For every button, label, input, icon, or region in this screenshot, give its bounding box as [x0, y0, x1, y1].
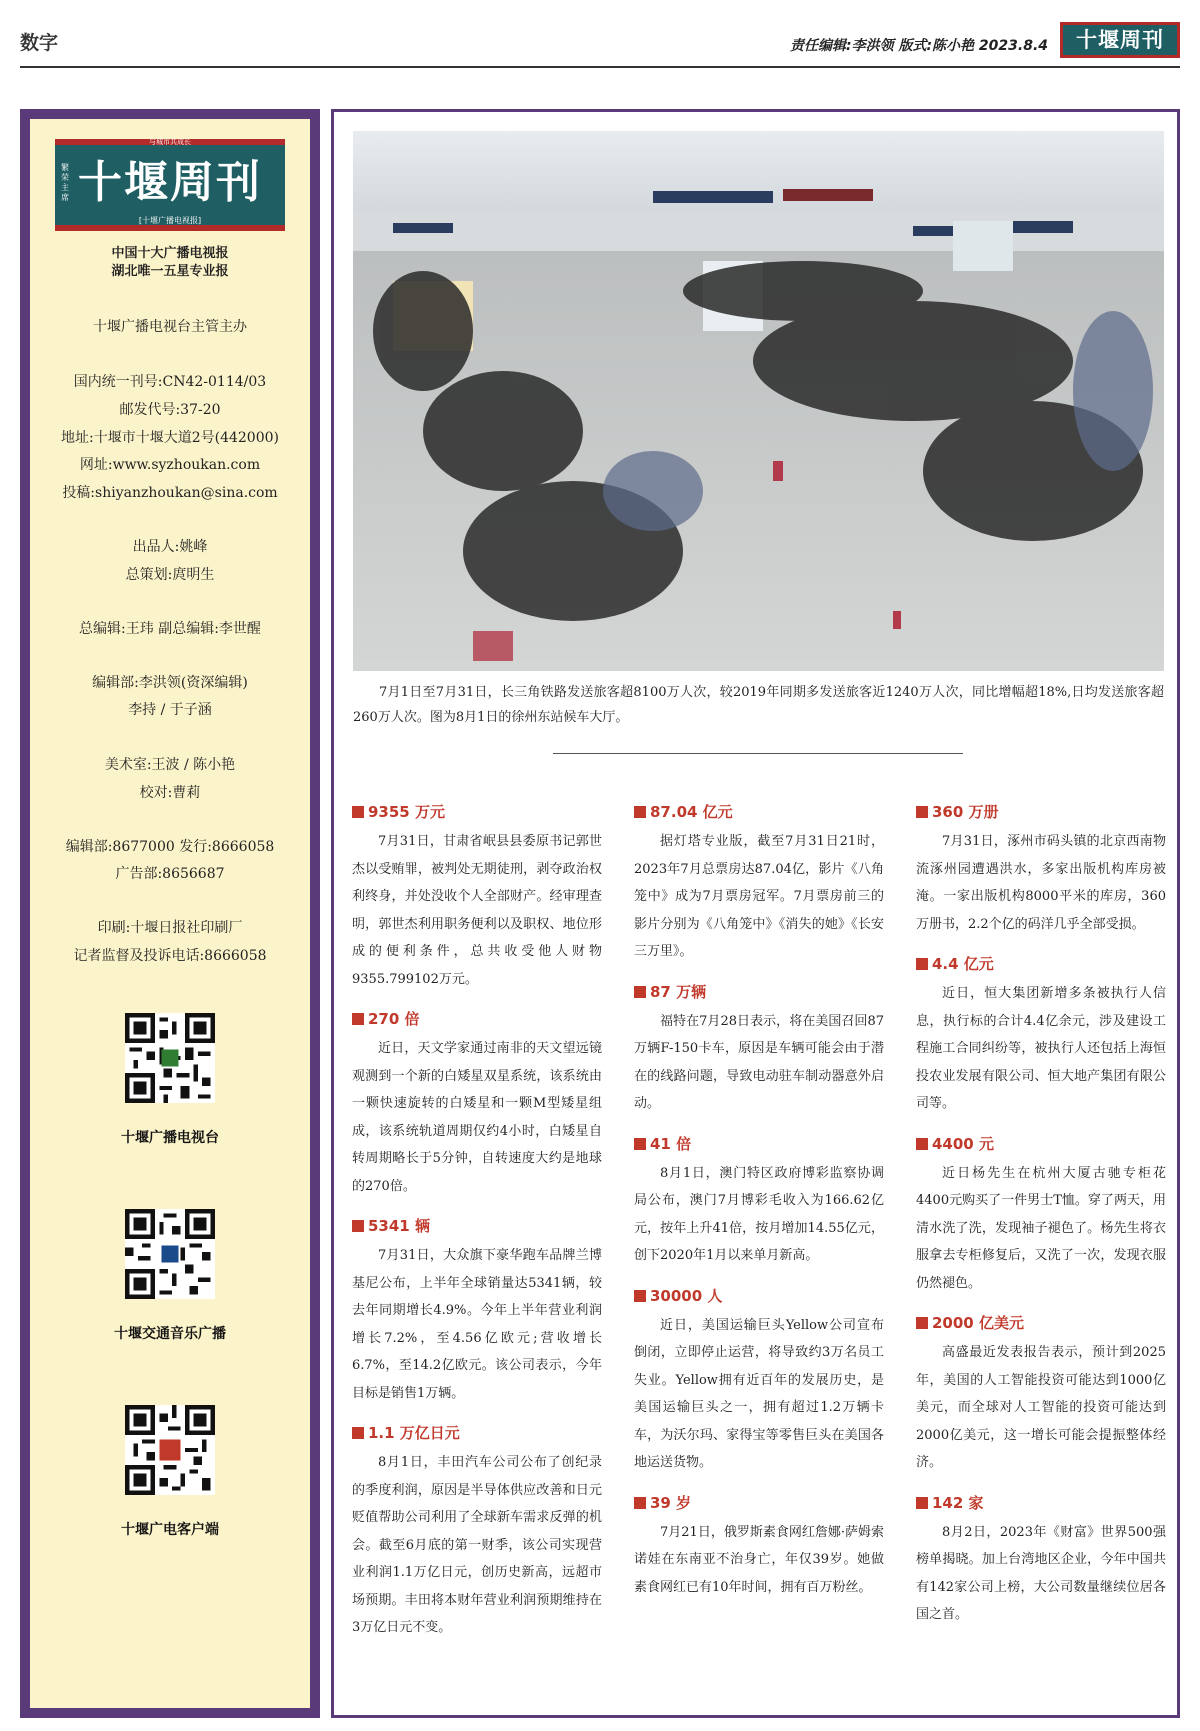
item-heading-text: 142 家 — [932, 1493, 984, 1512]
sidebar-line: 编辑部:8677000 发行:8666058 — [65, 839, 275, 855]
news-item — [352, 1421, 602, 1642]
bullet-square-icon — [352, 1220, 364, 1232]
bullet-square-icon — [916, 1497, 928, 1509]
bullet-square-icon — [634, 1290, 646, 1302]
bullet-square-icon — [916, 1317, 928, 1329]
item-body: 7月31日，涿州市码头镇的北京西南物流涿州园遭遇洪水，多家出版机构库房被淹。一家出版机构8000平米的库房，360万册书，2.2个亿的码洋几乎全部受损。 — [916, 834, 1166, 932]
item-heading-text: 9355 万元 — [368, 803, 445, 821]
masthead-side-text: 繁荣主席 — [61, 163, 69, 202]
item-heading-text: 4.4 亿元 — [932, 955, 994, 973]
item-heading-text: 360 万册 — [932, 803, 999, 821]
news-item — [634, 980, 884, 1118]
sidebar-line: 印刷:十堰日报社印刷厂 — [97, 920, 243, 936]
sidebar-line: 地址:十堰市十堰大道2号(442000) — [61, 430, 279, 446]
item-heading — [916, 1491, 1166, 1515]
station-hall-photo — [353, 131, 1164, 671]
item-heading-text: 30000 人 — [650, 1286, 723, 1305]
item-heading — [352, 1214, 602, 1238]
sidebar-line: 网址:www.syzhoukan.com — [79, 457, 261, 473]
header-rule — [20, 66, 1180, 68]
item-heading-text: 1.1 万亿日元 — [368, 1424, 460, 1442]
bullet-square-icon — [634, 1497, 646, 1509]
item-body: 8月1日，澳门特区政府博彩监察协调局公布，澳门7月博彩毛收入为166.62亿元，按年上升41倍，按月增加14.55亿元，创下2020年1月以来单月新高。 — [634, 1165, 884, 1263]
news-item — [352, 1214, 602, 1407]
header-logo: 十堰周刊 — [1060, 22, 1180, 58]
news-item — [352, 1007, 602, 1200]
bullet-square-icon — [916, 806, 928, 818]
item-body: 8月2日，2023年《财富》世界500强榜单揭晓。加上台湾地区企业，今年中国共有142家公司上榜，大公司数量继续位居各国之首。 — [916, 1524, 1166, 1622]
item-heading-text: 41 倍 — [650, 1134, 692, 1153]
item-heading-text: 4400 元 — [932, 1134, 994, 1153]
sidebar-line: 美术室:王波 / 陈小艳 — [104, 757, 236, 773]
item-heading-text: 2000 亿美元 — [932, 1314, 1024, 1332]
item-heading — [916, 952, 1166, 976]
masthead-subtitle: [十堰广播电视报] — [138, 216, 202, 225]
qr-code-icon[interactable] — [125, 1405, 215, 1495]
item-heading — [634, 1284, 884, 1308]
masthead-title: 十堰周刊 — [78, 157, 262, 208]
news-item — [352, 800, 602, 993]
page-header — [20, 22, 1180, 66]
item-heading-text: 270 倍 — [368, 1010, 420, 1028]
news-item — [916, 952, 1166, 1118]
item-body: 高盛最近发表报告表示，预计到2025年，美国的人工智能投资可能达到1000亿美元，而全球对人工智能的投资可能达到2000亿美元，这一增长可能会提振整体经济。 — [916, 1345, 1166, 1470]
photo-caption: 7月1日至7月31日，长三角铁路发送旅客超8100万人次，较2019年同期多发送旅客近1240万人次，同比增幅超18%,日均发送旅客超260万人次。图为8月1日的徐州东站候车大厅。 — [353, 685, 1164, 725]
column-2 — [634, 800, 884, 1615]
news-item — [916, 800, 1166, 938]
news-item — [634, 1132, 884, 1270]
item-heading — [916, 1132, 1166, 1156]
item-body: 近日，美国运输巨头Yellow公司宣布倒闭，立即停止运营，将导致约3万名员工失业。Yellow拥有近百年的发展历史，是美国运输巨头之一，拥有超过1.2万辆卡车，为沃尔玛、家得宝等零售巨头在美国各地运送货物。 — [634, 1317, 884, 1470]
item-body: 近日，天文学家通过南非的天文望远镜观测到一个新的白矮星双星系统，该系统由一颗快速旋转的白矮星和一颗M型矮星组成，该系统轨道周期仅约4小时，白矮星自转周期略长于5分钟，自转速度大约是地球的270倍。 — [352, 1041, 602, 1194]
bullet-square-icon — [634, 1138, 646, 1150]
item-heading — [352, 1007, 602, 1031]
section-name: 数字 — [20, 32, 59, 54]
sidebar-line: 国内统一刊号:CN42-0114/03 — [73, 374, 267, 390]
item-body: 7月21日，俄罗斯素食网红詹娜·萨姆索诺娃在东南亚不治身亡，年仅39岁。她做素食网红已有10年时间，拥有百万粉丝。 — [634, 1524, 884, 1595]
bullet-square-icon — [916, 958, 928, 970]
item-heading — [916, 800, 1166, 824]
item-heading-text: 87.04 亿元 — [650, 803, 733, 821]
bullet-square-icon — [634, 806, 646, 818]
sidebar-line: 投稿:shiyanzhoukan@sina.com — [62, 485, 278, 501]
sidebar-line: 出品人:姚峰 — [132, 539, 208, 555]
item-heading — [634, 1132, 884, 1156]
item-body: 8月1日，丰田汽车公司公布了创纪录的季度利润，原因是半导体供应改善和日元贬值帮助公司利用了全球新车需求反弹的机会。截至6月底的第一财季，该公司实现营业利润1.1万亿日元，创历史新高，远超市场预期。丰田将本财年营业利润预期维持在3万亿日元不变。 — [352, 1455, 602, 1635]
item-body: 近日，恒大集团新增多条被执行人信息，执行标的合计4.4亿余元，涉及建设工程施工合同纠纷等，被执行人还包括上海恒投农业发展有限公司、恒大地产集团有限公司等。 — [916, 986, 1166, 1111]
item-body: 7月31日，甘肃省岷县县委原书记郭世杰以受贿罪，被判处无期徒刑，剥夺政治权利终身，并处没收个人全部财产。经审理查明，郭世杰利用职务便利以及职权、地位形成的便利条件，总共收受他人财物9355.799102万元。 — [352, 834, 602, 987]
news-item — [916, 1491, 1166, 1629]
editor-credits: 责任编辑:李洪领 版式:陈小艳 2023.8.4 — [789, 38, 1048, 54]
sidebar-line: 校对:曹莉 — [139, 785, 201, 801]
news-item — [634, 1284, 884, 1477]
item-heading-text: 87 万辆 — [650, 982, 707, 1001]
news-item — [916, 1132, 1166, 1298]
item-body: 近日杨先生在杭州大厦古驰专柜花4400元购买了一件男士T恤。穿了两天，用清水洗了洗，发现袖子褪色了。杨先生将衣服拿去专柜修复后，又洗了一次，发现衣服仍然褪色。 — [916, 1165, 1166, 1291]
item-body: 福特在7月28日表示，将在美国召回87万辆F-150卡车，原因是车辆可能会由于潜在的线路问题，导致电动驻车制动器意外启动。 — [634, 1013, 884, 1111]
sidebar-line: 记者监督及投诉电话:8666058 — [73, 948, 267, 964]
news-item — [634, 800, 884, 966]
qr-label: 十堰广播电视台 — [121, 1130, 219, 1146]
bullet-square-icon — [352, 1013, 364, 1025]
item-heading-text: 5341 辆 — [368, 1217, 430, 1235]
sidebar-panel — [30, 119, 310, 1708]
sidebar-line: 李持 / 于子涵 — [128, 702, 212, 718]
qr-code-icon[interactable] — [125, 1209, 215, 1299]
qr-code-icon[interactable] — [125, 1013, 215, 1103]
caption-divider — [553, 753, 963, 754]
bullet-square-icon — [352, 806, 364, 818]
bullet-square-icon — [352, 1427, 364, 1439]
masthead-logo — [55, 139, 285, 231]
column-1 — [352, 800, 602, 1656]
sidebar — [20, 109, 320, 1718]
item-heading-text: 39 岁 — [650, 1493, 692, 1512]
sidebar-line: 湖北唯一五星专业报 — [111, 264, 229, 279]
qr-label: 十堰广电客户端 — [121, 1522, 219, 1538]
sidebar-line: 总编辑:王玮 副总编辑:李世醒 — [79, 621, 261, 637]
sidebar-line: 邮发代号:37-20 — [119, 402, 221, 418]
item-heading — [916, 1311, 1166, 1335]
item-heading — [352, 1421, 602, 1445]
item-heading — [634, 800, 884, 824]
news-item — [634, 1491, 884, 1602]
sidebar-line: 十堰广播电视台主管主办 — [93, 319, 247, 335]
sidebar-line: 广告部:8656687 — [115, 866, 225, 882]
column-3 — [916, 800, 1166, 1643]
sidebar-line: 编辑部:李洪领(资深编辑) — [92, 675, 248, 691]
news-item — [916, 1311, 1166, 1477]
qr-label: 十堰交通音乐广播 — [114, 1326, 226, 1342]
masthead-tagline: 与城市共成长 — [149, 138, 191, 146]
item-body: 7月31日，大众旗下豪华跑车品牌兰博基尼公布，上半年全球销量达5341辆，较去年同期增长4.9%。今年上半年营业利润增长7.2%，至4.56亿欧元;营收增长6.7%，至14.2亿欧元。该公司表示，今年目标是销售1万辆。 — [352, 1248, 602, 1401]
item-heading — [352, 800, 602, 824]
bullet-square-icon — [916, 1138, 928, 1150]
sidebar-line: 总策划:庹明生 — [125, 567, 215, 583]
bullet-square-icon — [634, 986, 646, 998]
sidebar-line: 中国十大广播电视报 — [111, 246, 229, 261]
item-heading — [634, 1491, 884, 1515]
item-body: 据灯塔专业版，截至7月31日21时，2023年7月总票房达87.04亿，影片《八角笼中》成为7月票房冠军。7月票房前三的影片分别为《八角笼中》《消失的她》《长安三万里》。 — [634, 834, 884, 959]
item-heading — [634, 980, 884, 1004]
